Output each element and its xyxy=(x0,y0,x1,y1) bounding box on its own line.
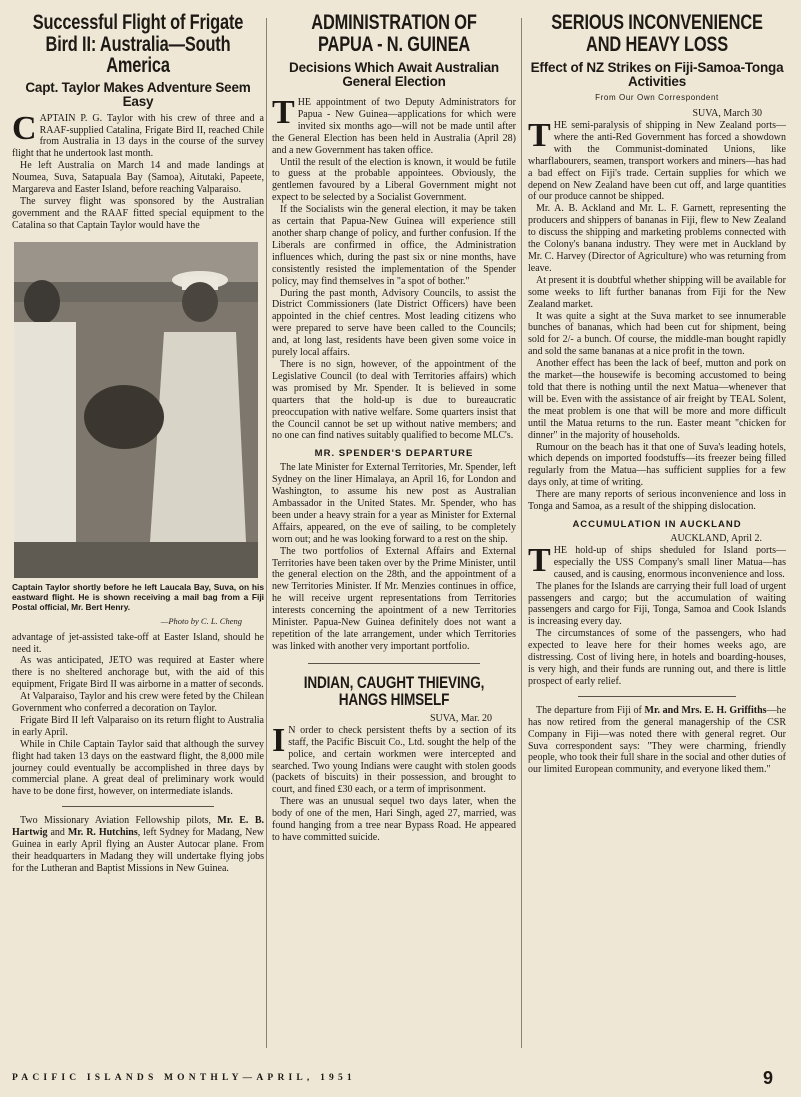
person-name: Mr. and Mrs. E. H. Griffiths xyxy=(644,704,767,716)
paragraph: The survey flight was sponsored by the Australian government and the RAAF fitted special equipment to the Catalina so that Captain Taylor would have the xyxy=(12,196,264,231)
paragraph: If the Socialists win the general election, it may be taken as certain that Papua-New Guinea will experience still another sharp change of policy, and further confusion. If the Liberals are confirmed in office, the Administration influences which, during the past six or nine months, have consistently resisted the implementation of the Spender policy, may find themselves in "a spot of bother." xyxy=(272,204,516,287)
article-subheadline: Decisions Which Await Australian General Election xyxy=(289,60,499,90)
text: —he has now retired from the general managership of the CSR Company in Fiji—was noted there with general regret. Our Suva correspondent says: "They were charming, friendly people, who took their full share in the social and other duties of our limited European community, and everyone liked them." xyxy=(528,704,787,776)
article-headline: Successful Flight of Frigate Bird II: Australia—South America xyxy=(32,11,244,78)
paragraph xyxy=(272,721,516,796)
paragraph: At present it is doubtful whether shipping will be available for some weeks to lift further bananas from Fiji for the New Zealand market. xyxy=(528,274,786,310)
article-subheadline: Effect of NZ Strikes on Fiji-Samoa-Tonga Activities xyxy=(530,60,784,90)
paragraph: At Valparaiso, Taylor and his crew were feted by the Chilean Government who conferred a decoration on Taylor. xyxy=(12,691,264,715)
article-subheadline: Capt. Taylor Makes Adventure Seem Easy xyxy=(25,79,251,109)
article-papua-new-guinea xyxy=(272,12,516,844)
section-heading: ACCUMULATION IN AUCKLAND xyxy=(572,518,742,530)
paragraph: The circumstances of some of the passengers, who had expected to leave here for their homes weeks ago, are distressing. Cost of living here, in hotels and boarding-houses, is very high, and their funds are running out, and there is little prospect of early relief. xyxy=(528,628,786,687)
article-headline: SERIOUS INCONVENIENCE AND HEAVY LOSS xyxy=(551,11,763,56)
paragraph: He left Australia on March 14 and made landings at Noumea, Suva, Satapuala Bay (Samoa), Aitutaki, Papeete, Margareva and Easter Island, before reaching Valparaiso. xyxy=(12,160,264,196)
separator xyxy=(62,806,214,807)
paragraph: Another effect has been the lack of beef, mutton and pork on the market—the housewife is becoming accustomed to being told that there is nothing until the next Matua—whenever that will be. Even with the assistance of air freight by TEAL Solent, the meat problem is one that will be more and more difficult until the Matua returns to the run. Easter meant "chicken for dinner" in the majority of households. xyxy=(528,358,786,441)
article-headline: INDIAN, CAUGHT THIEVING, HANGS HIMSELF xyxy=(303,672,485,710)
photo-credit: —Photo by C. L. Cheng xyxy=(160,615,242,626)
dateline: SUVA, March 30 xyxy=(692,108,762,120)
column-rule xyxy=(266,18,267,1048)
dateline: AUCKLAND, April 2. xyxy=(670,532,762,544)
article-headline: ADMINISTRATION OF PAPUA - N. GUINEA xyxy=(311,11,477,56)
text: and xyxy=(47,827,68,839)
paragraph: Until the result of the election is known, it would be futile to guess at the probable appointees. Obviously, the gentlemen favoured by a Liberal Government might not expect to be selected by a Socialist Government. xyxy=(272,156,516,204)
page-number: 9 xyxy=(762,1068,773,1088)
drop-cap: T xyxy=(272,94,295,132)
text: The departure from Fiji of xyxy=(536,704,645,716)
drop-cap: T xyxy=(528,117,551,155)
paragraph xyxy=(272,94,516,157)
person-name: Mr. E. B. Hartwig xyxy=(12,815,264,839)
paragraph-text: HE semi-paralysis of shipping in New Zealand ports—where the anti-Red Government has forced a showdown with the Communist-dominated Unions, like wharflabourers, seamen, transport workers and miners—has had a bad effect on Fiji's trade. Certain supplies for which we depend on New Zealand have been cut off, and large quantities of our produce cannot be shipped. xyxy=(528,120,786,203)
separator xyxy=(578,696,736,697)
paragraph-text: HE hold-up of ships sheduled for Island ports—especially the USS Company's small liner Matua—has caused, and is causing, enormous inconvenience and loss. xyxy=(553,544,786,580)
paragraph xyxy=(528,117,786,203)
paragraph: Mr. A. B. Ackland and Mr. L. F. Garnett, representing the producers and shippers of bananas in Fiji, flew to New Zealand to discuss the shipping and marketing problems connected with the Colony's banana industry. They were met in Auckland by Mr. C. Harvey (Director of Agriculture) who was returning from leave. xyxy=(528,203,786,274)
news-photo xyxy=(14,242,258,578)
paragraph: There is no sign, however, of the appointment of the Legislative Council (to deal with Territories affairs) which was promised by Mr. Spender. It is believed in some quarters that the hold-up is due to bureaucratic preoccupation with native welfare. Some quarters insist that the Council cannot be set up without native members; and no one can find natives suitably qualified to become MLC's. xyxy=(272,358,516,442)
page-footer: PACIFIC ISLANDS MONTHLY—APRIL, 1951 xyxy=(12,1073,356,1083)
paragraph: The late Minister for External Territories, Mr. Spender, left Sydney on the liner Himalaya, an April 16, for London and Washington, to assume his new post as Australian Ambassador in the United States. Mr. Spender, who has been under a heavy strain for a year as Minister for External Affairs, appeared, on the eve of sailing, to be completely worn out; and he was looking forward to a rest on the ship. xyxy=(272,462,516,545)
person-name: Mr. R. Hutchins xyxy=(67,827,138,839)
paragraph: As was anticipated, JETO was required at Easter where there is no sheltered anchorage but, with the aid of this equipment, Frigate Bird II was airborne in a matter of seconds. xyxy=(12,655,264,691)
photo-illustration xyxy=(14,242,258,578)
paragraph: During the past month, Advisory Councils, to assist the District Commissioners (late District Officers) have been appointed in the chief centres. Most leading citizens who were prepared to serve have been called to the Councils; and, at long last, residents have been given some voice in purely local affairs. xyxy=(272,287,516,359)
paragraph-text: HE appointment of two Deputy Administrators for Papua - New Guinea—applications for which were invited six months ago—will not be made until after the General Election has been held in Australia (April 28) and a new Government has taken office. xyxy=(272,97,516,156)
photo-caption: Captain Taylor shortly before he left Laucala Bay, Suva, on his eastward flight. He is shown receiving a mail bag from a Fiji Postal official, Mr. Bert Henry. xyxy=(12,581,264,613)
paragraph: The two portfolios of External Affairs and External Territories have been taken over by the Prime Minister, until the general election on the 28th, and the appointment of a new Territories Minister. If Mr. Menzies continues in office, he will receive urgent representations from Territories interests concerning the apointment of a new Territories Minister. Papua-New Guinea definitely does not want a repetition of the late arrangement, under which Territories was linked with another very important portfolio. xyxy=(272,545,516,652)
article-frigate-bird xyxy=(12,12,264,875)
byline: From Our Own Correspondent xyxy=(595,93,719,103)
paragraph xyxy=(12,815,264,875)
paragraph xyxy=(12,109,264,161)
separator xyxy=(308,663,480,664)
paragraph: While in Chile Captain Taylor said that although the survey flight had taken 13 days on the eastward flight, the 8,000 mile journey could eventually be accomplished in three days by commercial plane. A great deal of preliminary work would have to be done first, however, on intermediate islands. xyxy=(12,738,264,798)
paragraph: Frigate Bird II left Valparaiso on its return flight to Australia in early April. xyxy=(12,714,264,738)
paragraph: It was quite a sight at the Suva market to see innumerable bunches of bananas, which had been cut for shipment, being sold for 2/- a bunch. Of course, the middle-man bought rapidly and sold the same bananas at a nice profit in the town. xyxy=(528,310,786,358)
text: Two Missionary Aviation Fellowship pilots, xyxy=(20,815,218,827)
article-nz-strikes xyxy=(528,12,786,776)
paragraph: There are many reports of serious inconvenience and loss in Tonga and Samoa, as a result of the shipping dislocation. xyxy=(528,489,786,513)
paragraph xyxy=(528,705,786,776)
text: , left Sydney for Madang, New Guinea in early April flying an Auster Autocar plane. From their headquarters in Madang they will undertake flying jobs for the Lutheran and Baptist Missions in New Guinea. xyxy=(12,827,264,874)
paragraph: The planes for the Islands are carrying their full load of urgent passengers and cargo; but the accumulation of waiting passengers and cargo for Fiji, Tonga, Samoa and Cook Islands is increasing every day. xyxy=(528,580,786,628)
paragraph: Rumour on the beach has it that one of Suva's leading hotels, which depends on imported foodstuffs—its freezer being filled regularly from the Matua—has sufficient supplies for a few days only, at time of writing. xyxy=(528,441,786,489)
drop-cap: C xyxy=(12,109,37,147)
paragraph: advantage of jet-assisted take-off at Easter Island, should he need it. xyxy=(12,631,264,655)
paragraph: There was an unusual sequel two days later, when the body of one of the men, Hari Singh, aged 27, married, was found hanging from a tree near Bypass Road. He appeared to have committed suicide. xyxy=(272,796,516,843)
drop-cap: I xyxy=(272,721,286,759)
drop-cap: T xyxy=(528,541,551,579)
paragraph-text: APTAIN P. G. Taylor with his crew of three and a RAAF-supplied Catalina, Frigate Bird II, reached Chile from Australia in 13 days in the course of the survey flight that he undertook last month. xyxy=(12,112,264,160)
section-heading: MR. SPENDER'S DEPARTURE xyxy=(314,448,474,460)
paragraph xyxy=(528,541,786,581)
column-rule xyxy=(521,18,522,1048)
dateline: SUVA, Mar. 20 xyxy=(429,712,492,724)
paragraph-text: N order to check persistent thefts by a section of its staff, the Pacific Biscuit Co., Ltd. sought the help of the police, and certain workmen were intercepted and searched. Two young Indians were caught with stolen goods (packets of biscuits) in their possession, and brought to court, and fined £30 each, or a term of imprisonment. xyxy=(272,724,516,796)
